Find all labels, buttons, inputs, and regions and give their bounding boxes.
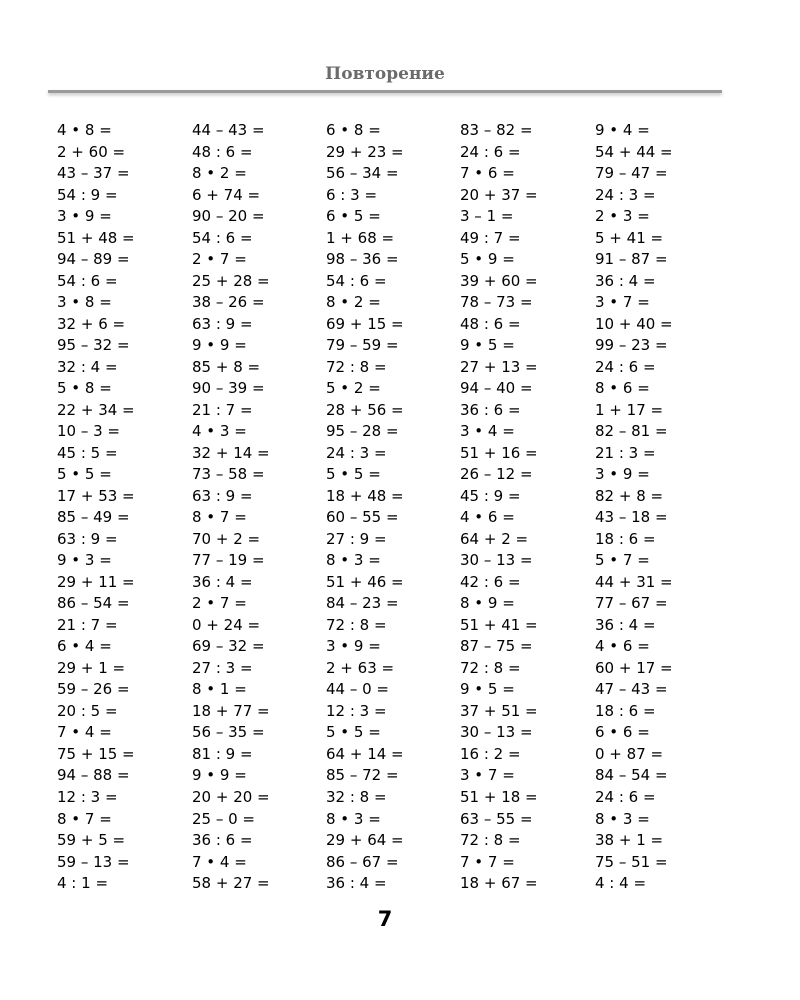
exercise-item: 8 • 1 = <box>192 680 247 699</box>
exercise-item: 4 • 8 = <box>57 121 112 139</box>
exercise-item: 32 + 14 = <box>192 443 270 462</box>
exercise-column-5 <box>595 120 673 895</box>
exercise-item: 18 : 6 = <box>595 701 656 720</box>
exercise-item: 3 • 9 = <box>57 207 112 226</box>
exercise-item: 77 – 19 = <box>192 551 265 570</box>
exercise-item: 4 : 4 = <box>595 874 647 893</box>
exercise-item: 2 • 7 = <box>192 594 247 613</box>
exercise-item: 3 • 9 = <box>326 637 381 656</box>
exercise-item: 56 – 35 = <box>192 723 265 742</box>
exercise-item: 82 + 8 = <box>595 486 664 505</box>
exercise-item: 24 : 3 = <box>595 185 656 204</box>
exercise-item: 51 + 16 = <box>460 443 538 462</box>
exercise-item: 17 + 53 = <box>57 486 135 505</box>
exercise-item: 4 • 6 = <box>460 508 515 527</box>
exercise-item: 3 • 9 = <box>595 465 650 484</box>
exercise-item: 84 – 23 = <box>326 594 399 613</box>
exercise-item: 2 + 63 = <box>326 658 395 677</box>
header-divider <box>48 90 722 93</box>
exercise-item: 6 • 8 = <box>326 121 381 139</box>
exercise-item: 18 + 67 = <box>460 874 538 893</box>
exercise-item: 2 + 60 = <box>57 142 126 161</box>
exercise-item: 84 – 54 = <box>595 766 668 785</box>
exercise-item: 51 + 18 = <box>460 787 538 806</box>
exercise-item: 18 + 48 = <box>326 486 404 505</box>
exercise-item: 94 – 89 = <box>57 250 130 269</box>
exercise-item: 75 – 51 = <box>595 852 668 871</box>
exercise-item: 75 + 15 = <box>57 744 135 763</box>
exercise-item: 24 : 6 = <box>595 357 656 376</box>
exercise-item: 30 – 13 = <box>460 551 533 570</box>
exercise-item: 8 • 3 = <box>595 809 650 828</box>
exercise-item: 5 • 8 = <box>57 379 112 398</box>
exercise-item: 4 • 3 = <box>192 422 247 441</box>
exercise-item: 9 • 9 = <box>192 766 247 785</box>
exercise-item: 47 – 43 = <box>595 680 668 699</box>
exercise-item: 30 – 13 = <box>460 723 533 742</box>
exercise-item: 20 : 5 = <box>57 701 118 720</box>
exercise-item: 36 : 4 = <box>192 572 253 591</box>
exercise-item: 81 : 9 = <box>192 744 253 763</box>
exercise-item: 25 + 28 = <box>192 271 270 290</box>
exercise-item: 32 : 8 = <box>326 787 387 806</box>
exercise-item: 59 – 13 = <box>57 852 130 871</box>
exercise-item: 3 • 7 = <box>595 293 650 312</box>
exercise-item: 8 • 7 = <box>57 809 112 828</box>
exercise-item: 90 – 39 = <box>192 379 265 398</box>
exercise-item: 7 • 4 = <box>192 852 247 871</box>
exercise-item: 85 – 72 = <box>326 766 399 785</box>
exercise-item: 69 – 32 = <box>192 637 265 656</box>
exercise-item: 36 : 4 = <box>595 615 656 634</box>
exercise-column-3 <box>326 120 404 895</box>
exercise-item: 45 : 9 = <box>460 486 521 505</box>
exercise-item: 1 + 68 = <box>326 228 395 247</box>
exercise-item: 6 + 74 = <box>192 185 261 204</box>
exercise-item: 86 – 54 = <box>57 594 130 613</box>
exercise-item: 44 – 0 = <box>326 680 390 699</box>
exercise-item: 44 + 31 = <box>595 572 673 591</box>
exercise-item: 27 : 3 = <box>192 658 253 677</box>
exercise-item: 56 – 34 = <box>326 164 399 183</box>
exercise-item: 87 – 75 = <box>460 637 533 656</box>
exercise-item: 0 + 87 = <box>595 744 664 763</box>
exercise-item: 21 : 7 = <box>192 400 253 419</box>
exercise-item: 8 • 9 = <box>460 594 515 613</box>
exercise-item: 8 • 2 = <box>326 293 381 312</box>
exercise-item: 72 : 8 = <box>460 831 521 850</box>
exercise-item: 20 + 37 = <box>460 185 538 204</box>
page-number: 7 <box>377 907 393 931</box>
exercise-item: 51 + 46 = <box>326 572 404 591</box>
exercise-column-4 <box>460 120 538 895</box>
exercise-item: 18 + 77 = <box>192 701 270 720</box>
exercise-item: 73 – 58 = <box>192 465 265 484</box>
exercise-item: 60 + 17 = <box>595 658 673 677</box>
exercise-item: 82 – 81 = <box>595 422 668 441</box>
exercise-item: 36 : 6 = <box>460 400 521 419</box>
exercise-item: 8 • 6 = <box>595 379 650 398</box>
exercise-item: 49 : 7 = <box>460 228 521 247</box>
exercise-item: 1 + 17 = <box>595 400 664 419</box>
exercise-item: 6 • 4 = <box>57 637 112 656</box>
exercise-item: 21 : 7 = <box>57 615 118 634</box>
exercise-item: 94 – 40 = <box>460 379 533 398</box>
exercise-item: 4 : 1 = <box>57 874 109 893</box>
exercise-item: 45 : 5 = <box>57 443 118 462</box>
exercise-item: 21 : 3 = <box>595 443 656 462</box>
exercise-item: 5 • 7 = <box>595 551 650 570</box>
exercise-item: 5 + 41 = <box>595 228 664 247</box>
exercise-item: 64 + 2 = <box>460 529 529 548</box>
exercise-item: 2 • 3 = <box>595 207 650 226</box>
page-title: Повторение <box>325 64 445 84</box>
exercise-item: 8 • 3 = <box>326 551 381 570</box>
exercise-column-2 <box>192 120 270 895</box>
exercise-item: 54 : 6 = <box>326 271 387 290</box>
exercise-item: 60 – 55 = <box>326 508 399 527</box>
exercise-item: 90 – 20 = <box>192 207 265 226</box>
exercise-item: 63 – 55 = <box>460 809 533 828</box>
exercise-item: 32 : 4 = <box>57 357 118 376</box>
exercise-item: 9 • 9 = <box>192 336 247 355</box>
exercise-item: 54 : 6 = <box>57 271 118 290</box>
exercise-item: 7 • 7 = <box>460 852 515 871</box>
exercise-item: 63 : 9 = <box>192 486 253 505</box>
exercise-item: 28 + 56 = <box>326 400 404 419</box>
exercise-item: 8 • 7 = <box>192 508 247 527</box>
exercise-item: 5 • 5 = <box>326 723 381 742</box>
exercise-item: 36 : 4 = <box>326 874 387 893</box>
exercise-item: 29 + 64 = <box>326 831 404 850</box>
exercise-item: 59 + 5 = <box>57 831 126 850</box>
exercise-item: 37 + 51 = <box>460 701 538 720</box>
exercise-item: 38 – 26 = <box>192 293 265 312</box>
exercise-item: 16 : 2 = <box>460 744 521 763</box>
exercise-item: 6 • 5 = <box>326 207 381 226</box>
exercise-item: 59 – 26 = <box>57 680 130 699</box>
exercise-item: 22 + 34 = <box>57 400 135 419</box>
exercise-item: 36 : 6 = <box>192 831 253 850</box>
exercise-item: 4 • 6 = <box>595 637 650 656</box>
exercise-item: 29 + 1 = <box>57 658 126 677</box>
exercise-item: 29 + 11 = <box>57 572 135 591</box>
exercise-item: 36 : 4 = <box>595 271 656 290</box>
exercise-item: 9 • 3 = <box>57 551 112 570</box>
exercise-item: 24 : 3 = <box>326 443 387 462</box>
exercise-item: 3 – 1 = <box>460 207 514 226</box>
exercise-item: 24 : 6 = <box>595 787 656 806</box>
exercise-item: 78 – 73 = <box>460 293 533 312</box>
exercise-item: 20 + 20 = <box>192 787 270 806</box>
exercise-item: 64 + 14 = <box>326 744 404 763</box>
exercise-item: 72 : 8 = <box>460 658 521 677</box>
exercise-item: 8 • 2 = <box>192 164 247 183</box>
exercise-item: 8 • 3 = <box>326 809 381 828</box>
exercise-item: 95 – 32 = <box>57 336 130 355</box>
exercise-item: 6 : 3 = <box>326 185 378 204</box>
exercise-item: 83 – 82 = <box>460 121 533 139</box>
exercise-item: 29 + 23 = <box>326 142 404 161</box>
exercise-item: 10 – 3 = <box>57 422 121 441</box>
exercise-item: 48 : 6 = <box>192 142 253 161</box>
exercise-item: 58 + 27 = <box>192 874 270 893</box>
exercise-item: 54 : 6 = <box>192 228 253 247</box>
exercise-item: 10 + 40 = <box>595 314 673 333</box>
exercise-item: 9 • 4 = <box>595 121 650 139</box>
exercise-item: 7 • 4 = <box>57 723 112 742</box>
exercise-item: 18 : 6 = <box>595 529 656 548</box>
exercise-item: 85 – 49 = <box>57 508 130 527</box>
exercise-item: 5 • 9 = <box>460 250 515 269</box>
exercise-item: 79 – 59 = <box>326 336 399 355</box>
exercise-item: 85 + 8 = <box>192 357 261 376</box>
exercise-item: 72 : 8 = <box>326 357 387 376</box>
exercise-item: 91 – 87 = <box>595 250 668 269</box>
exercise-item: 0 + 24 = <box>192 615 261 634</box>
exercise-item: 63 : 9 = <box>57 529 118 548</box>
exercise-item: 43 – 18 = <box>595 508 668 527</box>
exercise-item: 3 • 4 = <box>460 422 515 441</box>
exercise-item: 86 – 67 = <box>326 852 399 871</box>
exercise-item: 6 • 6 = <box>595 723 650 742</box>
exercise-item: 3 • 8 = <box>57 293 112 312</box>
exercise-item: 5 • 2 = <box>326 379 381 398</box>
exercise-item: 51 + 41 = <box>460 615 538 634</box>
exercise-item: 5 • 5 = <box>57 465 112 484</box>
exercise-item: 44 – 43 = <box>192 121 265 139</box>
exercise-item: 51 + 48 = <box>57 228 135 247</box>
exercise-item: 27 : 9 = <box>326 529 387 548</box>
exercise-item: 39 + 60 = <box>460 271 538 290</box>
exercise-item: 63 : 9 = <box>192 314 253 333</box>
exercise-item: 24 : 6 = <box>460 142 521 161</box>
exercise-item: 12 : 3 = <box>57 787 118 806</box>
exercise-item: 95 – 28 = <box>326 422 399 441</box>
exercise-item: 70 + 2 = <box>192 529 261 548</box>
exercise-item: 7 • 6 = <box>460 164 515 183</box>
exercise-item: 26 – 12 = <box>460 465 533 484</box>
exercise-item: 99 – 23 = <box>595 336 668 355</box>
exercise-item: 54 : 9 = <box>57 185 118 204</box>
exercise-item: 9 • 5 = <box>460 336 515 355</box>
exercise-item: 25 – 0 = <box>192 809 256 828</box>
exercise-item: 69 + 15 = <box>326 314 404 333</box>
exercise-item: 94 – 88 = <box>57 766 130 785</box>
exercise-item: 43 – 37 = <box>57 164 130 183</box>
exercise-item: 72 : 8 = <box>326 615 387 634</box>
exercise-item: 98 – 36 = <box>326 250 399 269</box>
exercise-column-1 <box>57 120 135 895</box>
exercise-item: 27 + 13 = <box>460 357 538 376</box>
exercise-item: 9 • 5 = <box>460 680 515 699</box>
exercise-item: 42 : 6 = <box>460 572 521 591</box>
exercise-item: 48 : 6 = <box>460 314 521 333</box>
exercise-item: 79 – 47 = <box>595 164 668 183</box>
exercise-item: 77 – 67 = <box>595 594 668 613</box>
exercise-item: 5 • 5 = <box>326 465 381 484</box>
exercise-item: 54 + 44 = <box>595 142 673 161</box>
exercise-item: 32 + 6 = <box>57 314 126 333</box>
exercise-item: 38 + 1 = <box>595 831 664 850</box>
exercise-item: 3 • 7 = <box>460 766 515 785</box>
exercise-item: 12 : 3 = <box>326 701 387 720</box>
exercise-item: 2 • 7 = <box>192 250 247 269</box>
